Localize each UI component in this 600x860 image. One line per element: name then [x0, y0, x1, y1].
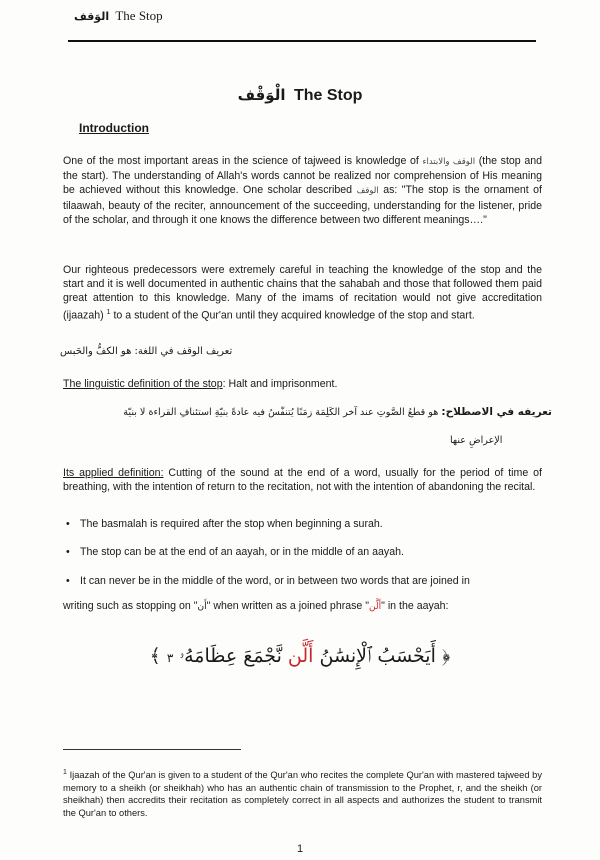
p1-arabic-2: الوقف	[356, 186, 379, 197]
verse-number: ٣	[166, 651, 174, 665]
p1-text-a: One of the most important areas in the science of tajweed is knowledge of	[63, 155, 419, 167]
p1-arabic: الوقف والابتداء	[422, 157, 476, 167]
verse-highlight: أَلَّن	[287, 645, 314, 667]
arabic-technical-line-1: هو قطعُ الصَّوتِ عند آخر الكَلِمَة زمَنًا يُتنفَّسُ فيه عادةً بنيّةِ استئنافِ القراءة لا بنيّة	[123, 407, 439, 418]
continuation-text-c: " in the aayah:	[381, 600, 449, 612]
bullet-text: The basmalah is required after the stop when beginning a surah.	[80, 518, 383, 530]
linguistic-text: : Halt and imprisonment.	[222, 378, 338, 390]
running-header-arabic: الوَقف	[74, 10, 110, 23]
arabic-technical-definition	[50, 406, 552, 418]
p1-text-b: (the stop and the start). The understanding of Allah's words cannot be realized nor comprehension of His meaning be achieved without this knowledge. One scholar described	[63, 155, 543, 197]
continuation-text-a: writing such as stopping on "	[63, 600, 198, 612]
bullet-continuation	[63, 600, 543, 612]
header-rule	[68, 40, 536, 42]
footnote-marker: 1	[63, 769, 67, 776]
verse-text-b: نَّجْمَعَ عِظَامَهُۥ	[179, 645, 282, 667]
linguistic-definition	[63, 378, 337, 390]
bullet-item	[66, 517, 546, 531]
paragraph-2	[63, 263, 542, 322]
footnote-ref[interactable]: 1	[106, 308, 111, 316]
bullet-item	[66, 545, 546, 559]
bullet-item	[66, 574, 546, 588]
continuation-text-b: " when written as a joined phrase "	[206, 600, 370, 612]
footnote-divider	[63, 749, 241, 750]
page-number: 1	[296, 843, 304, 855]
applied-text: Cutting of the sound at the end of a word, usually for the period of time of breathing, with the intention of return to the recitation, not with the intention of abandoning the recital.	[63, 467, 542, 494]
linguistic-label: The linguistic definition of the stop	[63, 378, 223, 390]
p1-text-c: as: "The stop is the ornament of tilaawah, beauty of the reciter, announcement of the succeeding, understanding for the listener, pride of the scholar, and through it one knows the difference between two different meanings…."	[63, 184, 542, 226]
verse-text-a: أَيَحْسَبُ ٱلْإِنسَٰنُ	[319, 645, 436, 667]
continuation-arabic-2: أَلَّن	[369, 602, 382, 612]
page-title-text: The Stop	[293, 87, 363, 104]
quran-verse	[60, 645, 540, 667]
arabic-technical-line-2: الإعراضِ عنها	[450, 435, 503, 446]
page-title	[0, 86, 600, 105]
bullet-dot-icon: •	[66, 575, 70, 587]
p2-text-b: to a student of the Qur'an until they acquired knowledge of the stop and start.	[113, 309, 475, 322]
p2-text-a: Our righteous predecessors were extremely careful in teaching the knowledge of the stop and the start and it is well documented in authentic chains that the sahabah and those that followed them paid great attention to this knowledge. Many of the imams of recitation would not give accreditation (ijaazah)	[63, 264, 542, 322]
footnote	[63, 767, 542, 819]
footnote-text: Ijaazah of the Qur'an is given to a student of the Qur'an who recites the complete Qur'an with mastered tajweed by memory to a sheikh (or sheikhah) who has an authentic chain of transmission to the Prophet, r, and the sheikh (or sheikhah) then accredits their recitation as completely correct in all aspects and authorizes the student to transmit the Qur'an to others.	[63, 770, 542, 818]
bullet-dot-icon: •	[66, 518, 70, 530]
verse-open-bracket: ﴿	[441, 645, 451, 667]
continuation-arabic-2-wrap	[369, 602, 381, 612]
introduction-heading: Introduction	[79, 121, 149, 135]
running-header-title: The Stop	[115, 8, 163, 23]
page-title-arabic: الْوَقْف	[237, 86, 286, 104]
continuation-arabic-1: أَن	[197, 602, 207, 612]
applied-definition	[63, 466, 542, 494]
paragraph-1	[63, 154, 542, 227]
applied-label: Its applied definition:	[63, 467, 164, 479]
bullet-text: The stop can be at the end of an aayah, or in the middle of an aayah.	[80, 546, 404, 558]
running-header	[74, 8, 163, 24]
arabic-linguistic-definition: تعريف الوقف في اللغة: هو الكفُّ والحَبس	[60, 346, 233, 357]
bullet-text: It can never be in the middle of the word, or in between two words that are joined in	[80, 575, 470, 587]
verse-close-bracket: ﴾	[149, 645, 161, 667]
bullet-dot-icon: •	[66, 546, 70, 558]
arabic-technical-label: تعريفه في الاصطلاح:	[441, 406, 552, 418]
